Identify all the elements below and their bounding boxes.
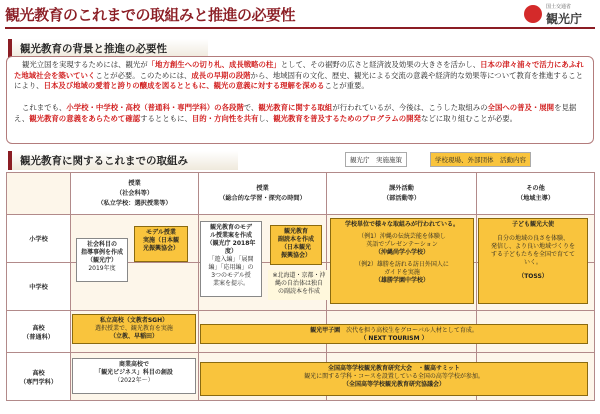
block-line: 次代を担う高校生をグローバル人材として育成。 <box>346 327 478 334</box>
section-heading-initiatives: 観光教育に関するこれまでの取組み <box>8 151 238 170</box>
logo-emblem-icon <box>524 5 542 23</box>
model-program-block <box>200 221 262 297</box>
title-underline <box>5 27 595 29</box>
p2-highlight: 全国への普及・展開 <box>487 103 555 112</box>
block-line: 商業高校で <box>118 361 149 368</box>
block-line: ※北海道・京都・沖 <box>272 272 326 279</box>
block-line: 社会科目の <box>86 241 117 248</box>
block-line: 私立高校（文教者SGH） <box>99 317 169 324</box>
p1-text: から、地域 <box>250 70 288 80</box>
p2-text: などに取り組むことが必要。 <box>420 113 518 123</box>
social-guide-block <box>76 238 128 282</box>
row-title: 高校 <box>32 324 45 332</box>
p2-highlight: 観光教 <box>273 113 296 123</box>
kids-ambassador-block <box>478 218 588 304</box>
block-line: 指導事例を作成 <box>80 249 123 256</box>
p2-highlight: 目的・方向性を共有 <box>191 113 259 123</box>
block-line: ル授業案を作成 <box>209 232 252 239</box>
sub-reader-note <box>268 270 330 300</box>
p1-text: 固有の文化、歴史、観光による交流の意義や経済的な効果等について教育を推進することにより、 <box>14 70 583 91</box>
logo-agency-name: 観光庁 <box>546 12 583 26</box>
extracurricular-block <box>330 218 474 304</box>
legend-agency: 観光庁 実施施策 <box>345 152 407 167</box>
p2-highlight: 育を普及するためのプログラムの開発 <box>295 113 421 123</box>
block-line: の副読本を作成 <box>277 288 320 295</box>
block-line: モデル授業 <box>146 229 176 236</box>
block-line: 学校単位で様々な取組みが行われている。 <box>344 221 459 228</box>
row-header-high-general <box>7 311 71 353</box>
paragraph-1 <box>14 60 584 92</box>
page-title: 観光教育のこれまでの取組みと推進の必要性 <box>5 6 296 24</box>
block-line: 全国高等学校観光教育研究大会 ・観高サミット <box>328 365 460 372</box>
block-line: 業案を提示。 <box>212 280 249 287</box>
row-header-junior-high: 中学校 <box>7 263 71 311</box>
block-line: 3つのモデル授 <box>211 272 251 279</box>
column-header-class-social <box>71 173 199 215</box>
block-line: 自分の地域の良さを体験、 <box>496 235 569 242</box>
block-line: （観光庁 2018年 <box>206 240 256 247</box>
p1-highlight: 日本の津々浦々で活力にあふれた地域社会を築いていく <box>14 60 584 80</box>
column-title: 授業 <box>256 184 269 192</box>
block-line: いく。 <box>524 259 542 266</box>
p2-text: するとともに、 <box>140 113 192 123</box>
p1-text: として、その裾野の広さと経済波及効果の大き <box>280 60 436 69</box>
row-header-high-vocational <box>7 353 71 401</box>
p2-highlight: 小学校・中学校・高校（普通科・専門学科）の各段階 <box>66 103 244 112</box>
block-line: 光振興協会） <box>142 245 179 252</box>
block-line: 縄の自治体は独自 <box>274 280 323 287</box>
block-line: 観光に関する学科・コースを設置している全国の高等学校が参加。 <box>304 373 484 380</box>
block-line: 振興協会） <box>280 252 311 259</box>
block-line: 度） <box>224 248 237 255</box>
private-high-block <box>72 314 196 344</box>
block-line: （日本観光 <box>280 244 311 251</box>
block-line: 英語でプレゼンテーション <box>366 241 438 248</box>
p2-text: で、 <box>243 103 259 112</box>
block-line: （立教、早稲田） <box>109 333 158 340</box>
header <box>0 0 600 36</box>
block-title: 観光甲子園 <box>310 327 341 334</box>
p1-highlight: 「地方創生への切り札、成長戦略の柱」 <box>147 60 281 69</box>
p2-text: うした取組みの <box>435 103 488 112</box>
block-line: （全国高等学校観光教育研究協議会） <box>342 381 445 388</box>
p2-text: が行われているが、今後は、こ <box>332 103 436 112</box>
block-line: （例2）雄勝を訪れる訪日外国人に <box>355 261 449 268</box>
p2-text: し、 <box>258 113 274 123</box>
block-line: 「観光ビジネス」科目の創設 <box>95 369 173 376</box>
block-line: （沖縄尚学小学校） <box>374 249 429 256</box>
block-line: 選択授業で、観光教育を実施 <box>95 325 173 332</box>
p2-highlight: 観光教育に関する取組 <box>258 103 333 112</box>
logo-ministry-label: 国土交通省 <box>546 4 572 10</box>
agency-logo <box>524 3 594 25</box>
block-line: （2022年～） <box>114 377 154 384</box>
block-line: （例1）沖縄の伝統芸能を体験し <box>358 233 446 240</box>
block-line: ガイドを実施 <box>384 269 420 276</box>
sub-reader-block <box>270 225 322 265</box>
block-line: する子どもたちを全国で育てて <box>490 251 575 258</box>
column-header-extracurricular <box>327 173 477 215</box>
block-line: 「遊入編」「展開 <box>208 256 254 263</box>
p1-text: ことが必要。このためには、 <box>95 70 192 80</box>
p1-text: 観光立国を実現するためには、観光が <box>22 60 148 69</box>
p2-text: これまでも、 <box>22 103 67 112</box>
p2-highlight: 観光教育の意義をあらためて確認 <box>29 113 141 123</box>
column-title: 授業 <box>128 179 141 187</box>
block-line: （TOSS） <box>518 273 548 280</box>
row-header-elementary: 小学校 <box>7 215 71 263</box>
p1-highlight: 日本及び地域の愛着と誇りの <box>43 81 140 91</box>
p1-highlight: 成長の早期の段階 <box>191 70 251 80</box>
column-subtitle: （地域主導） <box>516 194 555 202</box>
legend-school: 学校現場、外部団体 活動内容 <box>430 152 531 167</box>
block-line: （雄勝学園中学校） <box>374 277 429 284</box>
p1-text: ことが重要。 <box>324 81 369 91</box>
block-line: 発信し、より良い地域づくりを <box>490 243 575 250</box>
summit-block <box>200 362 588 396</box>
column-subtitle: （社会科等） <box>115 189 154 197</box>
block-line: 観光教育 <box>283 228 308 235</box>
row-title: 高校 <box>32 369 45 377</box>
column-subtitle: （私立学校：選択授業等） <box>97 199 172 207</box>
koshien-block <box>200 324 588 344</box>
paragraph-2 <box>14 103 584 124</box>
block-line: 2019年度 <box>88 265 116 272</box>
corner-cell <box>7 173 71 215</box>
block-line: 編」「応用編」の <box>208 264 254 271</box>
p2-text: を見据え、 <box>14 103 577 123</box>
block-line: 観光教育のモデ <box>209 224 252 231</box>
model-class-block <box>134 226 188 262</box>
column-title: 課外活動 <box>389 184 414 192</box>
column-subtitle: （部活動等） <box>382 194 421 202</box>
block-line: 実施（日本観 <box>142 237 179 244</box>
block-line: （ NEXT TOURISM ） <box>360 335 428 342</box>
column-title: その他 <box>526 184 545 192</box>
block-line: 副読本を作成 <box>277 236 314 243</box>
block-line: 子ども観光大使 <box>511 221 554 228</box>
commercial-high-block <box>72 358 196 394</box>
column-subtitle: （総合的な学習・探究の時間） <box>219 194 306 202</box>
block-line: （観光庁） <box>86 257 117 264</box>
column-header-other <box>477 173 595 215</box>
p1-highlight: 醸成を図るとともに、観光の意義に対する理解を深める <box>139 81 325 91</box>
section-heading-background: 観光教育の背景と推進の必要性 <box>8 39 208 58</box>
row-subtitle: （専門学科） <box>19 378 58 386</box>
row-subtitle: （普通科） <box>23 333 54 341</box>
p1-text: さを活かし、 <box>435 60 481 69</box>
column-header-class-integrated <box>199 173 327 215</box>
